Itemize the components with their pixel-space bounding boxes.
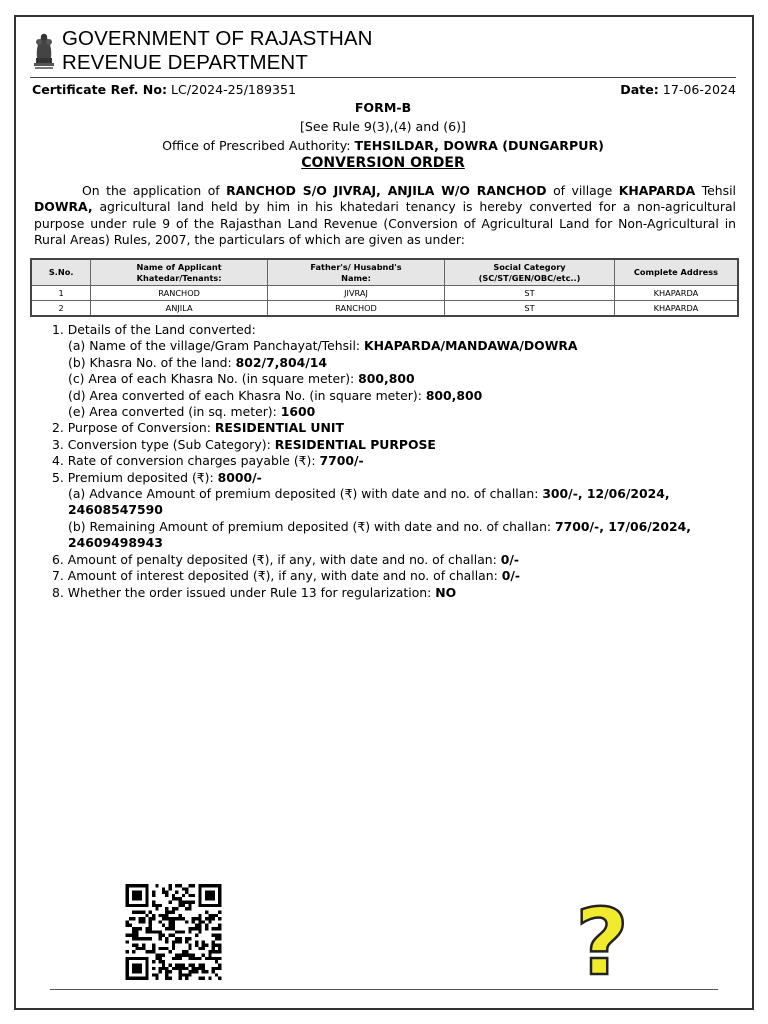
certificate-ref-label: Certificate Ref. No: xyxy=(32,82,168,97)
detail-1: 1. Details of the Land converted: xyxy=(52,322,256,337)
detail-1e xyxy=(52,404,768,420)
detail-1e-value: 1600 xyxy=(280,404,316,420)
detail-5a xyxy=(52,486,768,519)
detail-8-value: NO xyxy=(435,584,457,600)
cell-sno: 1 xyxy=(31,286,91,301)
detail-5b-value: 7700/-, 17/06/2024, xyxy=(555,518,691,534)
detail-6-value: 0/- xyxy=(500,551,520,567)
detail-7-value: 0/- xyxy=(501,568,521,584)
date-label: Date: xyxy=(620,82,659,97)
detail-1c-value: 800,800 xyxy=(358,371,415,387)
detail-1d-value: 800,800 xyxy=(425,387,483,403)
detail-1c-label: (c) Area of each Khasra No. (in square meter): xyxy=(68,371,359,387)
detail-3-value: RESIDENTIAL PURPOSE xyxy=(274,436,436,452)
cell-address: KHAPARDA xyxy=(614,286,738,301)
office-value: TEHSILDAR, DOWRA (DUNGARPUR) xyxy=(354,138,604,153)
cell-name: ANJILA xyxy=(91,301,268,317)
detail-5 xyxy=(52,470,768,486)
detail-5-label: 5. Premium deposited (₹): xyxy=(52,469,218,485)
order-title-wrap xyxy=(30,155,736,171)
detail-3-label: 3. Conversion type (Sub Category): xyxy=(52,436,275,452)
detail-1b xyxy=(52,355,768,371)
land-details xyxy=(52,322,768,601)
form-name: FORM-B xyxy=(354,100,412,115)
order-title: CONVERSION ORDER xyxy=(301,155,465,171)
state-emblem-icon xyxy=(30,28,58,72)
cell-address: KHAPARDA xyxy=(614,301,738,317)
detail-2-value: RESIDENTIAL UNIT xyxy=(214,420,344,436)
office-line xyxy=(30,138,736,153)
detail-2-label: 2. Purpose of Conversion: xyxy=(52,420,215,436)
col-header-name-l1: Name of Applicant xyxy=(136,261,222,272)
detail-5a-label: (a) Advance Amount of premium deposited (₹) with date and no. of challan: xyxy=(68,486,543,502)
col-header-category xyxy=(445,259,615,286)
detail-5b-label: (b) Remaining Amount of premium deposited (₹) with date and no. of challan: xyxy=(68,518,556,534)
detail-5-value: 8000/- xyxy=(217,469,262,485)
header-divider xyxy=(30,77,736,78)
intro-text-4: agricultural land held by him in his khatedari tenancy is hereby converted for a non-agricultural purpose under rule 9 of the Rajasthan Land Revenue (Conversion of Agricultural Land for Non-Agricultural in Rural Areas) Rules, 2007, the particulars of which are given as under: xyxy=(34,199,736,247)
question-mark-icon xyxy=(572,896,632,980)
detail-4-value: 7700/- xyxy=(319,453,364,469)
intro-tehsil: DOWRA, xyxy=(34,199,93,215)
table-row xyxy=(31,301,738,317)
office-label: Office of Prescribed Authority: xyxy=(162,138,355,153)
detail-5b-cont xyxy=(52,535,768,551)
col-header-sno: S.No. xyxy=(31,259,91,286)
col-header-father-l1: Father's/ Husabnd's xyxy=(310,261,402,272)
detail-2 xyxy=(52,420,768,436)
detail-5b xyxy=(52,519,768,535)
intro-paragraph xyxy=(34,183,736,248)
header-government: GOVERNMENT OF RAJASTHAN xyxy=(62,27,373,50)
detail-7-label: 7. Amount of interest deposited (₹), if any, with date and no. of challan: xyxy=(52,568,502,584)
col-header-father-l2: Name: xyxy=(341,272,371,283)
table-row xyxy=(31,286,738,301)
detail-1a xyxy=(52,338,768,354)
intro-text-1: On the application of xyxy=(82,183,227,198)
detail-6 xyxy=(52,552,768,568)
cell-category: ST xyxy=(445,301,615,317)
detail-7 xyxy=(52,568,768,584)
detail-8 xyxy=(52,585,768,601)
col-header-address: Complete Address xyxy=(614,259,738,286)
col-header-category-l2: (SC/ST/GEN/OBC/etc..) xyxy=(478,272,581,283)
detail-1c xyxy=(52,371,768,387)
certificate-ref xyxy=(32,82,296,97)
table-header-row xyxy=(31,259,738,286)
detail-1b-label: (b) Khasra No. of the land: xyxy=(68,354,236,370)
intro-applicants: RANCHOD S/O JIVRAJ, ANJILA W/O RANCHOD xyxy=(226,183,547,198)
detail-4 xyxy=(52,453,768,469)
cell-category: ST xyxy=(445,286,615,301)
cell-name: RANCHOD xyxy=(91,286,268,301)
detail-1b-value: 802/7,804/14 xyxy=(235,354,328,370)
detail-6-label: 6. Amount of penalty deposited (₹), if any, with date and no. of challan: xyxy=(52,551,501,567)
col-header-name xyxy=(91,259,268,286)
certificate-date xyxy=(620,82,736,97)
detail-1a-value: KHAPARDA/MANDAWA/DOWRA xyxy=(364,338,578,354)
detail-1d-label: (d) Area converted of each Khasra No. (in square meter): xyxy=(68,387,426,403)
applicants-table xyxy=(30,258,739,317)
header-department: REVENUE DEPARTMENT xyxy=(62,51,308,74)
detail-5b-value-2: 24609498943 xyxy=(68,535,163,551)
detail-1a-label: (a) Name of the village/Gram Panchayat/Tehsil: xyxy=(68,338,365,354)
col-header-father xyxy=(267,259,444,286)
form-rule: [See Rule 9(3),(4) and (6)] xyxy=(300,119,466,134)
detail-4-label: 4. Rate of conversion charges payable (₹): xyxy=(52,453,320,469)
svg-text:?: ? xyxy=(575,896,629,980)
detail-5a-value: 300/-, 12/06/2024, 24608547590 xyxy=(68,486,670,518)
intro-text-2: of village xyxy=(546,183,619,198)
date-value: 17-06-2024 xyxy=(658,82,736,97)
col-header-name-l2: Khatedar/Tenants: xyxy=(136,272,222,283)
cell-sno: 2 xyxy=(31,301,91,317)
detail-1d xyxy=(52,388,768,404)
qr-code-icon xyxy=(122,884,225,980)
intro-village: KHAPARDA xyxy=(618,183,696,198)
detail-3 xyxy=(52,437,768,453)
certificate-ref-value: LC/2024-25/189351 xyxy=(167,82,297,97)
col-header-category-l1: Social Category xyxy=(493,261,566,272)
cell-father: JIVRAJ xyxy=(267,286,444,301)
detail-8-label: 8. Whether the order issued under Rule 13 for regularization: xyxy=(52,584,436,600)
cell-father: RANCHOD xyxy=(267,301,444,317)
intro-text-3: Tehsil xyxy=(695,183,736,198)
footer-divider xyxy=(50,989,718,990)
detail-1e-label: (e) Area converted (in sq. meter): xyxy=(68,404,281,420)
